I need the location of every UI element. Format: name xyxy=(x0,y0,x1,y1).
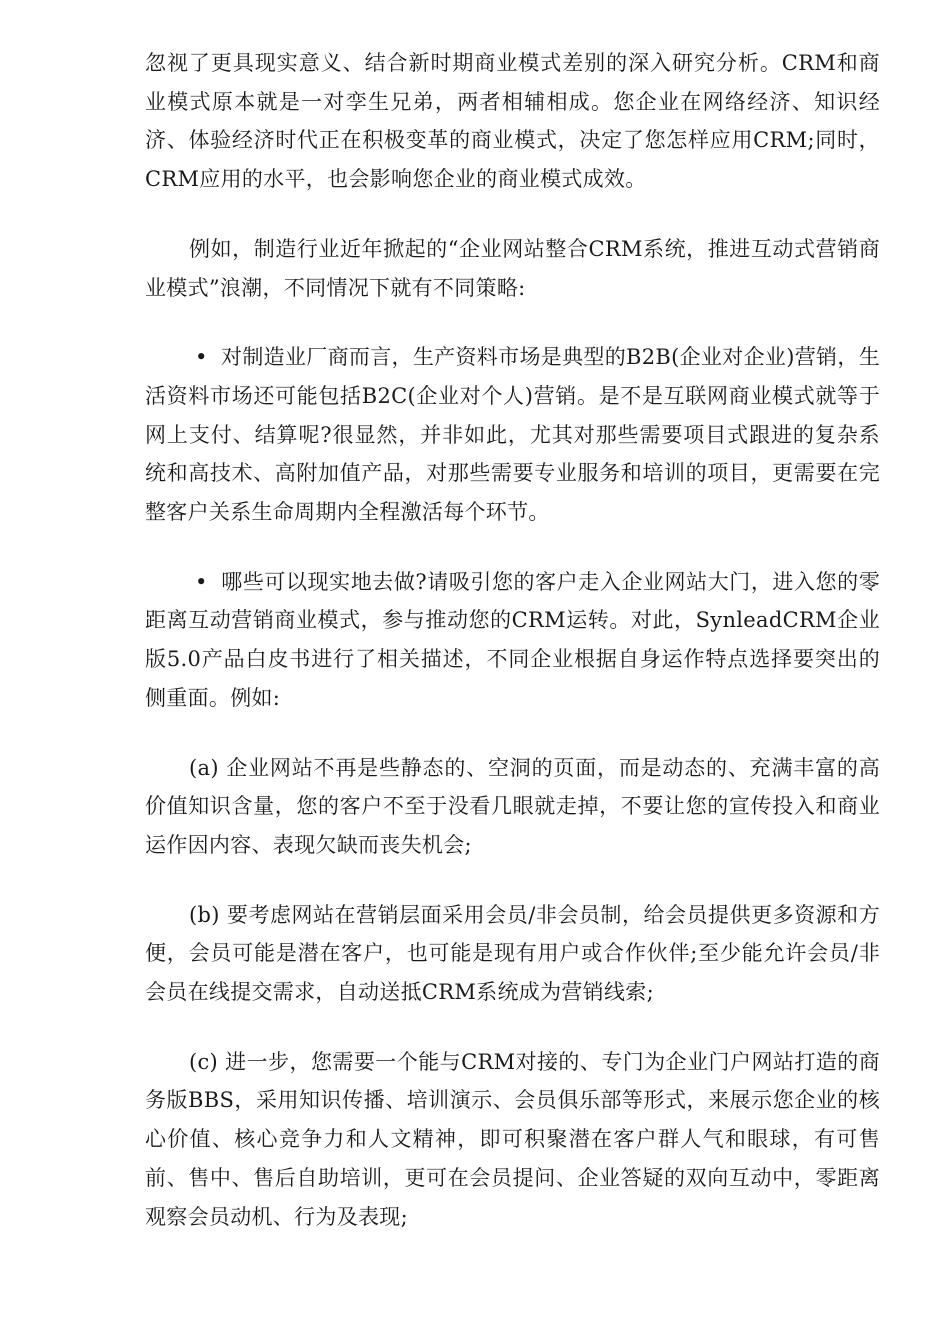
paragraph-bullet-practical-text: 哪些可以现实地去做?请吸引您的客户走入企业网站大门，进入您的零距离互动营销商业模式，参与推动您的CRM运转。对此，SynleadCRM企业版5.0产品白皮书进行了相关描述，不同企业根据自身运作特点选择要突出的侧重面。例如: xyxy=(145,569,880,710)
paragraph-bullet-practical xyxy=(145,563,880,718)
bullet-mark: • xyxy=(195,569,208,594)
paragraph-bullet-b2b-text: 对制造业厂商而言，生产资料市场是典型的B2B(企业对企业)营销，生活资料市场还可能包括B2C(企业对个人)营销。是不是互联网商业模式就等于网上支付、结算呢?很显然，并非如此，尤其对那些需要项目式跟进的复杂系统和高技术、高附加值产品，对那些需要专业服务和培训的项目，更需要在完整客户关系生命周期内全程激活每个环节。 xyxy=(145,345,880,525)
paragraph-bullet-b2b xyxy=(145,338,880,532)
bullet-mark: • xyxy=(195,345,208,370)
paragraph-crm-business-model: 忽视了更具现实意义、结合新时期商业模式差别的深入研究分析。CRM和商业模式原本就是一对孪生兄弟，两者相辅相成。您企业在网络经济、知识经济、体验经济时代正在积极变革的商业模式，决定了您怎样应用CRM;同时，CRM应用的水平，也会影响您企业的商业模式成效。 xyxy=(145,51,880,192)
document-body xyxy=(145,44,880,1236)
paragraph-item-b: (b) 要考虑网站在营销层面采用会员/非会员制，给会员提供更多资源和方便，会员可能是潜在客户，也可能是现有用户或合作伙伴;至少能允许会员/非会员在线提交需求，自动送抵CRM系统成为营销线索; xyxy=(145,902,880,1005)
paragraph-item-c: (c) 进一步，您需要一个能与CRM对接的、专门为企业门户网站打造的商务版BBS，采用知识传播、培训演示、会员俱乐部等形式，来展示您企业的核心价值、核心竞争力和人文精神，即可积聚潜在客户群人气和眼球，有可售前、售中、售后自助培训，更可在会员提问、企业答疑的双向互动中，零距离观察会员动机、行为及表现; xyxy=(145,1049,880,1229)
paragraph-manufacturing-example: 例如，制造行业近年掀起的“企业网站整合CRM系统，推进互动式营销商业模式”浪潮，不同情况下就有不同策略: xyxy=(145,236,880,300)
paragraph-item-a: (a) 企业网站不再是些静态的、空洞的页面，而是动态的、充满丰富的高价值知识含量，您的客户不至于没看几眼就走掉，不要让您的宣传投入和商业运作因内容、表现欠缺而丧失机会; xyxy=(145,755,880,857)
